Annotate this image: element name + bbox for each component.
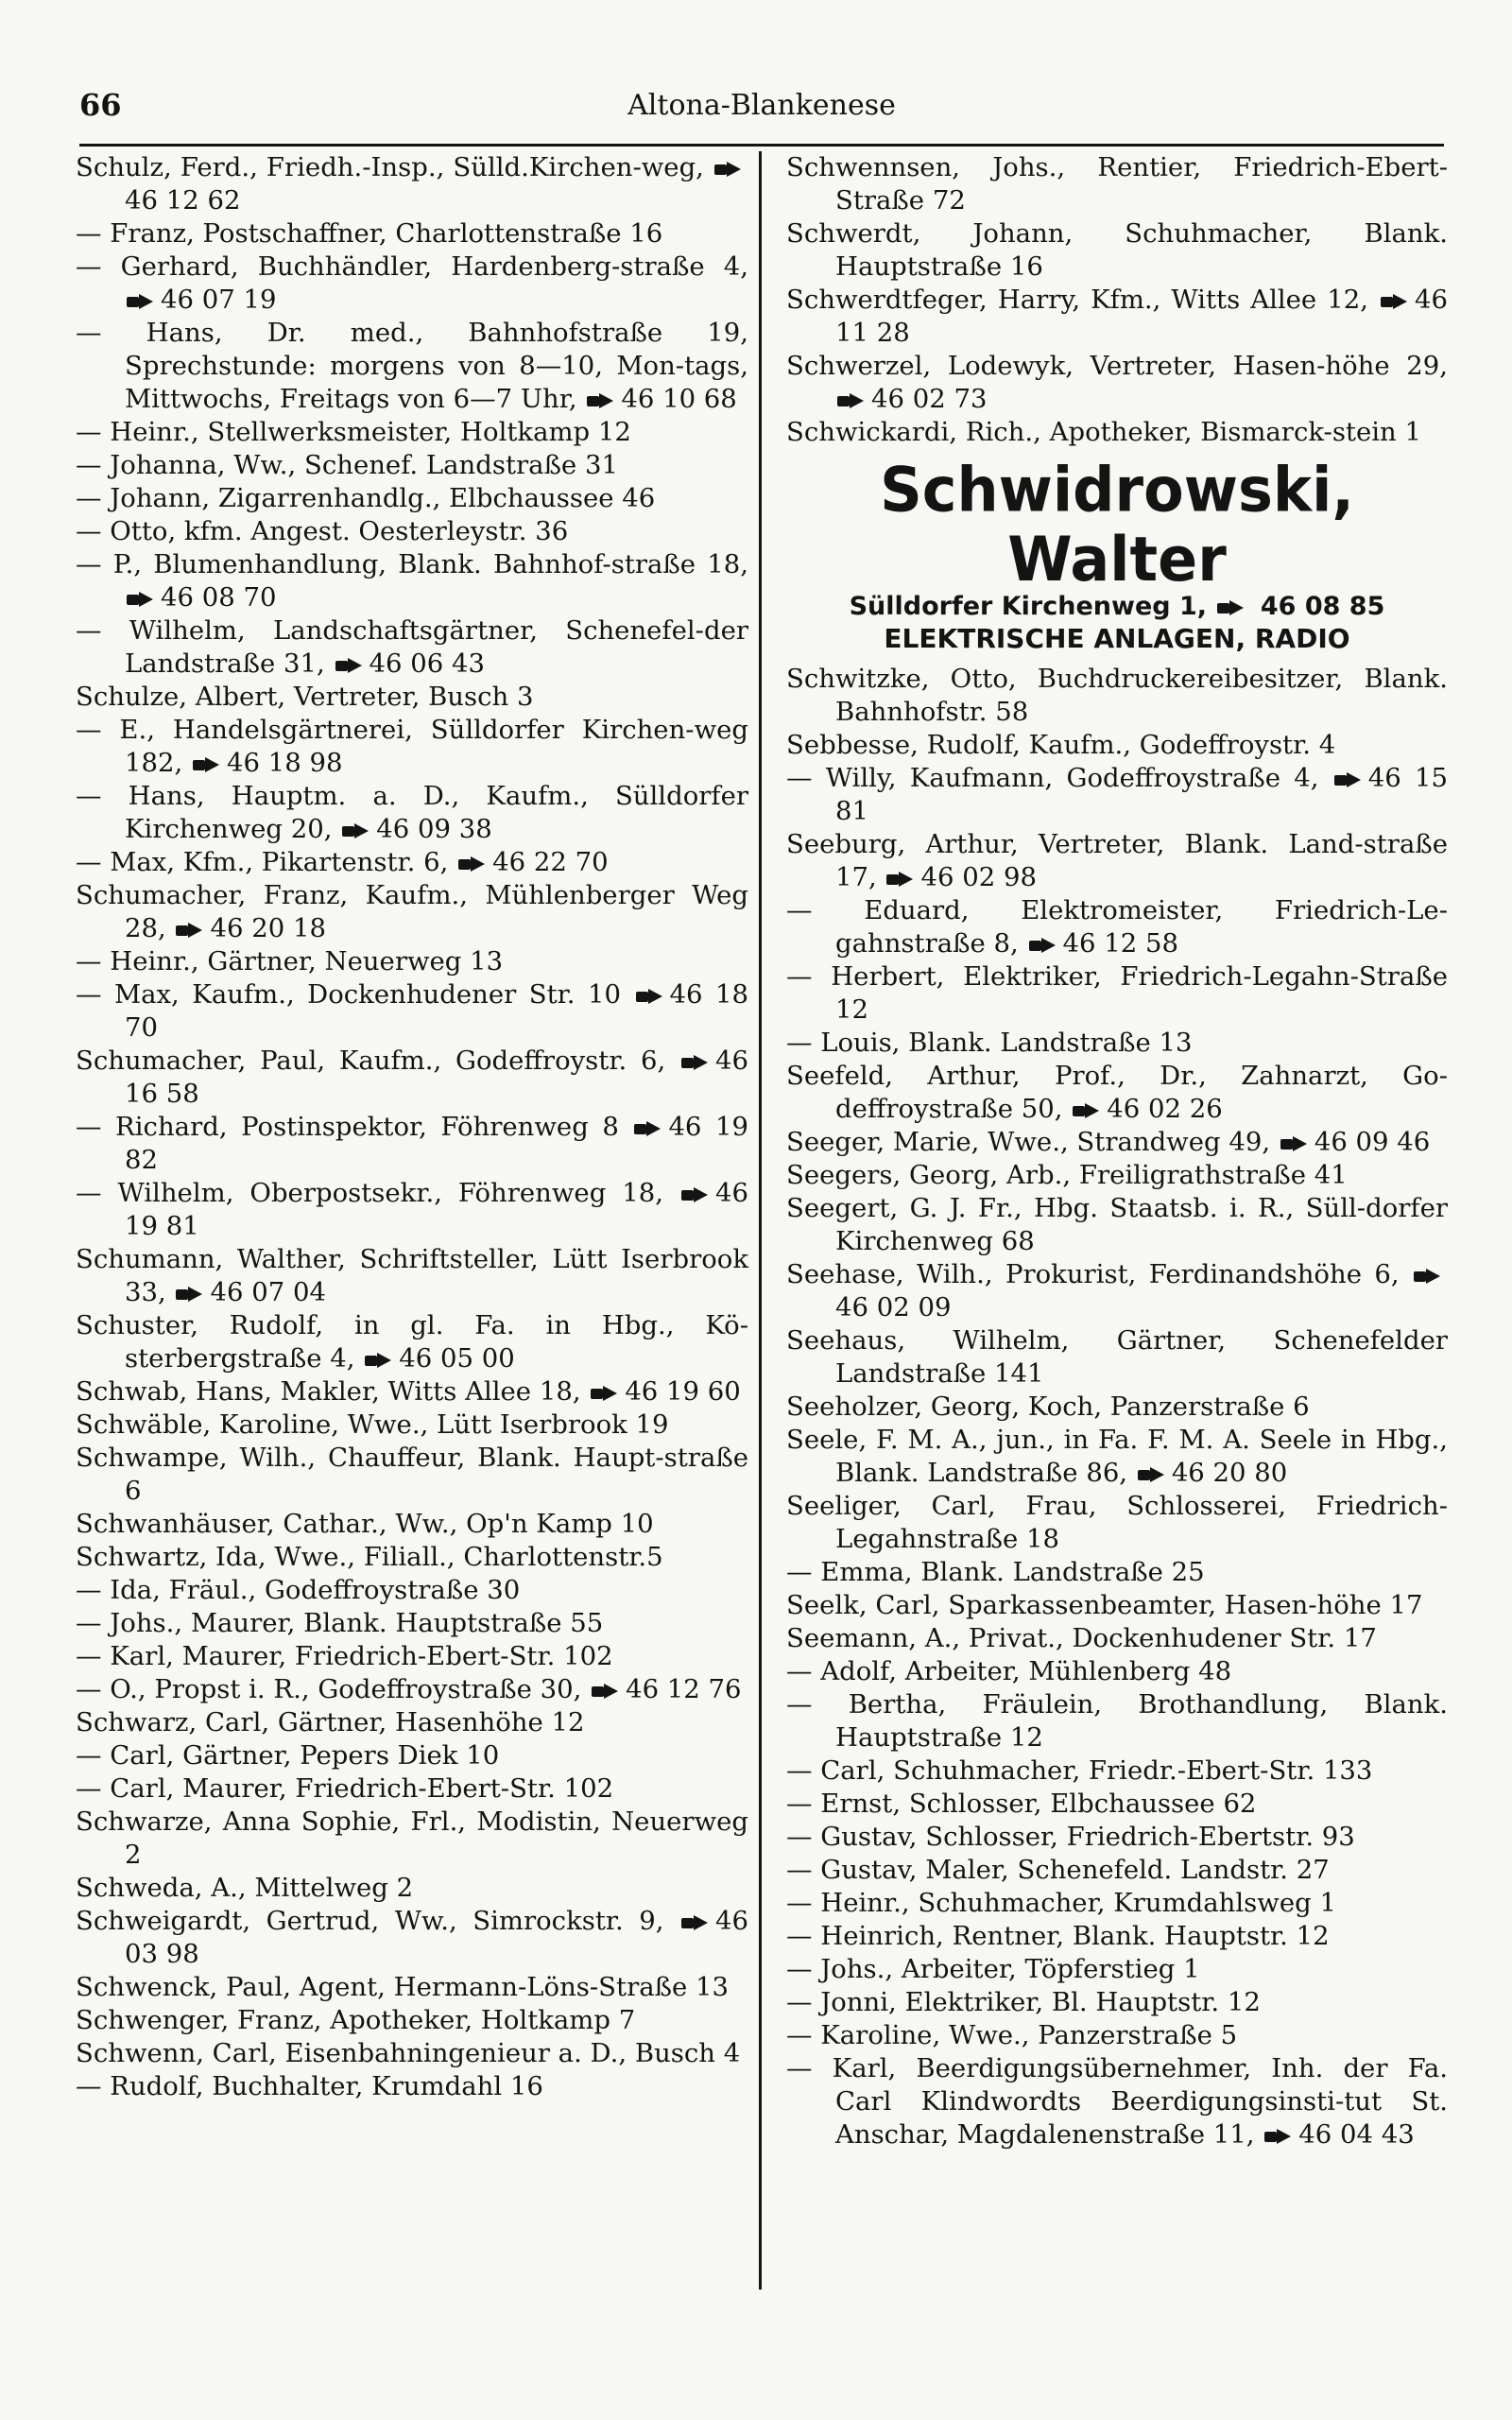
entry-text: Schwerdtfeger, Harry, Kfm., Witts Allee 12, (786, 285, 1368, 315)
entry-phone: 46 18 98 (226, 748, 343, 778)
directory-entry (786, 1821, 1448, 1854)
entry-text: Schwampe, Wilh., Chauffeur, Blank. Haupt-straße 6 (76, 1443, 748, 1506)
directory-entry (76, 1640, 748, 1673)
entry-text: Seele, F. M. A., jun., in Fa. F. M. A. Seele in Hbg., Blank. Landstraße 86, (786, 1425, 1448, 1488)
page-number: 66 (79, 87, 122, 123)
entry-phone: 46 06 43 (369, 648, 486, 679)
directory-entry (76, 1607, 748, 1640)
directory-entry (786, 1920, 1448, 1953)
entry-text: — Jonni, Elektriker, Bl. Hauptstr. 12 (786, 1987, 1261, 2017)
entry-text: Seehaus, Wilhelm, Gärtner, Schenefelder Landstraße 141 (786, 1325, 1448, 1389)
entry-text: — Gustav, Schlosser, Friedrich-Ebertstr. 93 (786, 1822, 1355, 1852)
directory-entry (786, 2052, 1448, 2152)
phone-icon (681, 1915, 710, 1930)
directory-entry (76, 1706, 748, 1739)
phone-icon (193, 757, 221, 772)
directory-entry (786, 416, 1448, 449)
entry-text: Schumacher, Franz, Kaufm., Mühlenberger Weg 28, (76, 880, 748, 943)
entry-text: Seemann, A., Privat., Dockenhudener Str. 17 (786, 1623, 1377, 1653)
directory-entry (786, 1953, 1448, 1986)
directory-entry (76, 2037, 748, 2070)
entry-text: — Max, Kfm., Pikartenstr. 6, (76, 847, 449, 877)
phone-icon (1280, 1136, 1309, 1151)
directory-entry (76, 1772, 748, 1806)
phone-icon (176, 923, 204, 938)
entry-text: Schwartz, Ida, Wwe., Filiall., Charlottenstr.5 (76, 1542, 663, 1572)
directory-entry (76, 317, 748, 416)
entry-phone: 46 19 60 (625, 1376, 741, 1407)
entry-text: — Emma, Blank. Landstraße 25 (786, 1557, 1205, 1587)
phone-icon (592, 1684, 620, 1699)
phone-icon (1217, 600, 1246, 615)
entry-text: — Eduard, Elektromeister, Friedrich-Le-gahnstraße 8, (786, 895, 1448, 959)
directory-entry (786, 1655, 1448, 1688)
entry-text: Seeburg, Arthur, Vertreter, Blank. Land-straße 17, (786, 829, 1448, 892)
entry-text: — Richard, Postinspektor, Föhrenweg 8 (76, 1112, 619, 1142)
phone-icon (1264, 2129, 1293, 2144)
directory-entry (76, 251, 748, 317)
directory-entry (76, 1541, 748, 1574)
directory-entry (76, 2070, 748, 2103)
directory-entry (786, 151, 1448, 217)
entry-text: Seeholzer, Georg, Koch, Panzerstraße 6 (786, 1392, 1310, 1422)
entry-text: — Max, Kaufm., Dockenhudener Str. 10 (76, 979, 621, 1010)
entry-text: — Heinrich, Rentner, Blank. Hauptstr. 12 (786, 1921, 1330, 1951)
entry-text: Schweigardt, Gertrud, Ww., Simrockstr. 9, (76, 1906, 664, 1936)
directory-entry (786, 1027, 1448, 1060)
directory-entry (786, 1887, 1448, 1920)
ad-address-line (786, 591, 1448, 623)
phone-icon (681, 1055, 710, 1070)
directory-entry (786, 1258, 1448, 1324)
entry-phone: 46 18 70 (125, 979, 748, 1043)
directory-entry (76, 482, 748, 515)
directory-entry (76, 1375, 748, 1409)
advertisement (786, 453, 1448, 655)
directory-entry (786, 1391, 1448, 1424)
phone-icon (1414, 1269, 1442, 1284)
directory-entry (786, 1159, 1448, 1192)
phone-icon (636, 989, 664, 1004)
directory-entry (76, 846, 748, 879)
entry-text: Seefeld, Arthur, Prof., Dr., Zahnarzt, Go-deffroystraße 50, (786, 1061, 1448, 1124)
phone-icon (634, 1121, 662, 1136)
entry-text: Schulz, Ferd., Friedh.-Insp., Sülld.Kirchen-weg, (76, 152, 704, 182)
entry-text: Seegert, G. J. Fr., Hbg. Staatsb. i. R., Süll-dorfer Kirchenweg 68 (786, 1193, 1448, 1256)
entry-text: — Hans, Hauptm. a. D., Kaufm., Sülldorfer Kirchenweg 20, (76, 781, 748, 844)
entry-text: Schwennsen, Johs., Rentier, Friedrich-Ebert-Straße 72 (786, 152, 1448, 216)
directory-entry (786, 663, 1448, 729)
entry-text: Schwarze, Anna Sophie, Frl., Modistin, Neuerweg 2 (76, 1806, 748, 1870)
entry-text: — Ernst, Schlosser, Elbchaussee 62 (786, 1789, 1257, 1819)
entry-text: — Carl, Maurer, Friedrich-Ebert-Str. 102 (76, 1773, 614, 1804)
entry-text: — Bertha, Fräulein, Brothandlung, Blank. Hauptstraße 12 (786, 1689, 1448, 1753)
entry-text: Sebbesse, Rudolf, Kaufm., Godeffroystr. 4 (786, 730, 1336, 760)
entry-text: Schwerdt, Johann, Schuhmacher, Blank. Hauptstraße 16 (786, 218, 1448, 282)
running-head: Altona-Blankenese (627, 89, 896, 122)
entry-text: — Franz, Postschaffner, Charlottenstraße 16 (76, 218, 663, 249)
directory-entry (786, 1688, 1448, 1754)
directory-entry (786, 1424, 1448, 1490)
directory-entry (76, 151, 748, 217)
page-header (79, 87, 1444, 147)
directory-entry (76, 945, 748, 978)
entry-phone: 46 09 46 (1314, 1127, 1431, 1157)
entry-phone: 46 09 38 (376, 814, 492, 844)
entry-text: Schumacher, Paul, Kaufm., Godeffroystr. 6, (76, 1046, 666, 1076)
entry-phone: 46 02 73 (871, 384, 988, 414)
phone-icon (127, 592, 155, 607)
right-column-bottom (786, 663, 1448, 2152)
entry-phone: 46 03 98 (125, 1906, 748, 1969)
entry-text: — Heinr., Gärtner, Neuerweg 13 (76, 946, 504, 977)
directory-entry (786, 894, 1448, 960)
entry-text: Schwerzel, Lodewyk, Vertreter, Hasen-höhe 29, (786, 351, 1448, 381)
directory-entry (786, 762, 1448, 828)
directory-entry (76, 780, 748, 846)
entry-text: Seelk, Carl, Sparkassenbeamter, Hasen-höhe 17 (786, 1590, 1423, 1620)
directory-entry (76, 1177, 748, 1243)
ad-business-name: Schwidrowski, Walter (880, 453, 1354, 596)
phone-icon (342, 823, 370, 838)
directory-entry (76, 1508, 748, 1541)
phone-icon (1073, 1103, 1101, 1118)
directory-entry (76, 1111, 748, 1177)
directory-entry (786, 729, 1448, 762)
phone-icon (587, 393, 615, 408)
right-column-top (786, 151, 1448, 449)
phone-icon (886, 872, 915, 887)
entry-text: — Heinr., Stellwerksmeister, Holtkamp 12 (76, 417, 631, 447)
entry-text: Schwickardi, Rich., Apotheker, Bismarck-stein 1 (786, 417, 1422, 447)
entry-text: — Hans, Dr. med., Bahnhofstraße 19, Sprechstunde: morgens von 8—10, Mon-tags, Mittwochs, Freitags von 6—7 Uhr, (76, 318, 748, 414)
directory-entry (76, 449, 748, 482)
directory-entry (76, 1806, 748, 1872)
entry-phone: 46 07 19 (161, 285, 277, 315)
entry-text: — Karoline, Wwe., Panzerstraße 5 (786, 2020, 1238, 2050)
entry-text: — Karl, Maurer, Friedrich-Ebert-Str. 102 (76, 1641, 613, 1671)
directory-entry (786, 284, 1448, 350)
entry-text: — Louis, Blank. Landstraße 13 (786, 1028, 1193, 1058)
entry-phone: 46 22 70 (492, 847, 609, 877)
entry-phone: 46 07 04 (210, 1277, 326, 1307)
phone-icon (127, 294, 155, 309)
entry-text: Schwenn, Carl, Eisenbahningenieur a. D., Busch 4 (76, 2038, 741, 2068)
entry-text: Schwenger, Franz, Apotheker, Holtkamp 7 (76, 2005, 636, 2035)
entry-phone: 46 16 58 (125, 1046, 748, 1109)
directory-entry (76, 1442, 748, 1508)
entry-text: Schulze, Albert, Vertreter, Busch 3 (76, 682, 534, 712)
entry-text: — Karl, Beerdigungsübernehmer, Inh. der Fa. Carl Klindwordts Beerdigungsinsti-tut St. Anschar, Magdalenenstraße 11, (786, 2053, 1448, 2150)
entry-text: — Adolf, Arbeiter, Mühlenberg 48 (786, 1656, 1232, 1686)
directory-entry (76, 681, 748, 714)
directory-entry (76, 614, 748, 681)
entry-text: — P., Blumenhandlung, Blank. Bahnhof-straße 18, (76, 549, 748, 579)
entry-text: Seeger, Marie, Wwe., Strandweg 49, (786, 1127, 1271, 1157)
directory-entry (76, 1971, 748, 2004)
phone-icon (176, 1287, 204, 1302)
entry-text: Schumann, Walther, Schriftsteller, Lütt Iserbrook 33, (76, 1244, 748, 1307)
directory-entry (786, 350, 1448, 416)
directory-entry (786, 1754, 1448, 1788)
entry-text: — O., Propst i. R., Godeffroystraße 30, (76, 1674, 582, 1704)
phone-icon (335, 658, 364, 673)
directory-entry (786, 217, 1448, 284)
entry-text: — Johanna, Ww., Schenef. Landstraße 31 (76, 450, 618, 480)
directory-entry (76, 416, 748, 449)
directory-entry (76, 548, 748, 614)
entry-phone: 46 02 26 (1107, 1094, 1223, 1124)
entry-text: Schuster, Rudolf, in gl. Fa. in Hbg., Kö-sterbergstraße 4, (76, 1310, 748, 1374)
entry-text: Seehase, Wilh., Prokurist, Ferdinandshöhe 6, (786, 1259, 1400, 1289)
phone-icon (837, 393, 866, 408)
entry-text: — Herbert, Elektriker, Friedrich-Legahn-Straße 12 (786, 961, 1448, 1025)
directory-entry (786, 1589, 1448, 1622)
phone-icon (458, 856, 487, 872)
directory-entry (76, 1309, 748, 1375)
entry-text: — Wilhelm, Landschaftsgärtner, Schenefel-der Landstraße 31, (76, 615, 748, 679)
entry-text: — E., Handelsgärtnerei, Sülldorfer Kirchen-weg 182, (76, 715, 748, 778)
phone-icon (1334, 772, 1363, 787)
entry-text: — Johs., Maurer, Blank. Hauptstraße 55 (76, 1608, 604, 1638)
entry-text: — Gustav, Maler, Schenefeld. Landstr. 27 (786, 1855, 1330, 1885)
directory-entry (76, 515, 748, 548)
directory-entry (76, 1409, 748, 1442)
directory-entry (786, 1854, 1448, 1887)
entry-text: — Heinr., Schuhmacher, Krumdahlsweg 1 (786, 1888, 1336, 1918)
directory-entry (786, 1126, 1448, 1159)
phone-icon (681, 1187, 710, 1202)
phone-icon (365, 1353, 393, 1368)
directory-entry (76, 1739, 748, 1772)
entry-phone: 46 12 76 (626, 1674, 742, 1704)
entry-text: Seegers, Georg, Arb., Freiligrathstraße 41 (786, 1160, 1348, 1190)
directory-entry (786, 1490, 1448, 1556)
directory-entry (786, 828, 1448, 894)
entry-phone: 46 11 28 (835, 285, 1448, 348)
directory-entry (76, 2004, 748, 2037)
entry-phone: 46 04 43 (1298, 2119, 1415, 2150)
phone-icon (1138, 1467, 1166, 1482)
entry-text: — Willy, Kaufmann, Godeffroystraße 4, (786, 763, 1319, 793)
entry-phone: 46 19 82 (125, 1112, 748, 1175)
ad-phone: 46 08 85 (1260, 592, 1385, 621)
directory-entry (76, 1872, 748, 1905)
directory-entry (76, 978, 748, 1045)
directory-entry (76, 879, 748, 945)
entry-phone: 46 12 62 (125, 185, 241, 216)
entry-text: — Otto, kfm. Angest. Oesterleystr. 36 (76, 516, 569, 546)
entry-phone: 46 12 58 (1062, 928, 1178, 959)
entry-text: Schwäble, Karoline, Wwe., Lütt Iserbrook 19 (76, 1409, 669, 1440)
entry-text: — Ida, Fräul., Godeffroystraße 30 (76, 1575, 521, 1605)
entry-text: Schwenck, Paul, Agent, Hermann-Löns-Straße 13 (76, 1972, 729, 2002)
entry-text: Schwitzke, Otto, Buchdruckereibesitzer, Blank. Bahnhofstr. 58 (786, 664, 1448, 727)
directory-entry (76, 217, 748, 251)
directory-entry (76, 714, 748, 780)
entry-text: Schweda, A., Mittelweg 2 (76, 1873, 414, 1903)
directory-entry (786, 2019, 1448, 2052)
directory-entry (786, 1192, 1448, 1258)
phone-icon (591, 1386, 619, 1401)
directory-entry (786, 960, 1448, 1027)
entry-text: — Gerhard, Buchhändler, Hardenberg-straße 4, (76, 251, 748, 282)
phone-icon (1029, 938, 1057, 953)
directory-entry (76, 1574, 748, 1607)
directory-entry (786, 1622, 1448, 1655)
entry-text: Schwab, Hans, Makler, Witts Allee 18, (76, 1376, 581, 1407)
entry-phone: 46 05 00 (399, 1343, 515, 1374)
entry-phone: 46 15 81 (835, 763, 1448, 826)
ad-tagline: ELEKTRISCHE ANLAGEN, RADIO (884, 623, 1350, 654)
entry-phone: 46 02 09 (835, 1292, 952, 1322)
entry-phone: 46 20 80 (1171, 1458, 1288, 1488)
entry-phone: 46 10 68 (621, 384, 737, 414)
right-column (786, 151, 1448, 2152)
entry-text: Seeliger, Carl, Frau, Schlosserei, Friedrich-Legahnstraße 18 (786, 1491, 1448, 1554)
entry-phone: 46 08 70 (161, 582, 277, 613)
entry-text: Schwanhäuser, Cathar., Ww., Op'n Kamp 10 (76, 1509, 654, 1539)
phone-icon (714, 162, 743, 177)
column-divider (759, 151, 762, 2290)
entry-text: — Johs., Arbeiter, Töpferstieg 1 (786, 1954, 1200, 1984)
entry-text: Schwarz, Carl, Gärtner, Hasenhöhe 12 (76, 1707, 585, 1737)
entry-phone: 46 19 81 (125, 1178, 748, 1241)
left-column (76, 151, 748, 2103)
directory-entry (76, 1045, 748, 1111)
entry-text: — Carl, Schuhmacher, Friedr.-Ebert-Str. 133 (786, 1755, 1373, 1786)
directory-entry (786, 1556, 1448, 1589)
entry-phone: 46 20 18 (210, 913, 326, 943)
ad-address: Sülldorfer Kirchenweg 1, (849, 592, 1208, 621)
directory-entry (76, 1905, 748, 1971)
directory-entry (786, 1060, 1448, 1126)
entry-text: — Rudolf, Buchhalter, Krumdahl 16 (76, 2071, 543, 2101)
directory-entry (786, 1986, 1448, 2019)
directory-entry (76, 1673, 748, 1706)
phone-icon (1381, 294, 1409, 309)
entry-text: — Carl, Gärtner, Pepers Diek 10 (76, 1740, 500, 1771)
directory-entry (76, 1243, 748, 1309)
entry-text: — Wilhelm, Oberpostsekr., Föhrenweg 18, (76, 1178, 664, 1208)
entry-phone: 46 02 98 (920, 862, 1037, 892)
entry-text: — Johann, Zigarrenhandlg., Elbchaussee 46 (76, 483, 656, 513)
directory-entry (786, 1324, 1448, 1391)
directory-entry (786, 1788, 1448, 1821)
